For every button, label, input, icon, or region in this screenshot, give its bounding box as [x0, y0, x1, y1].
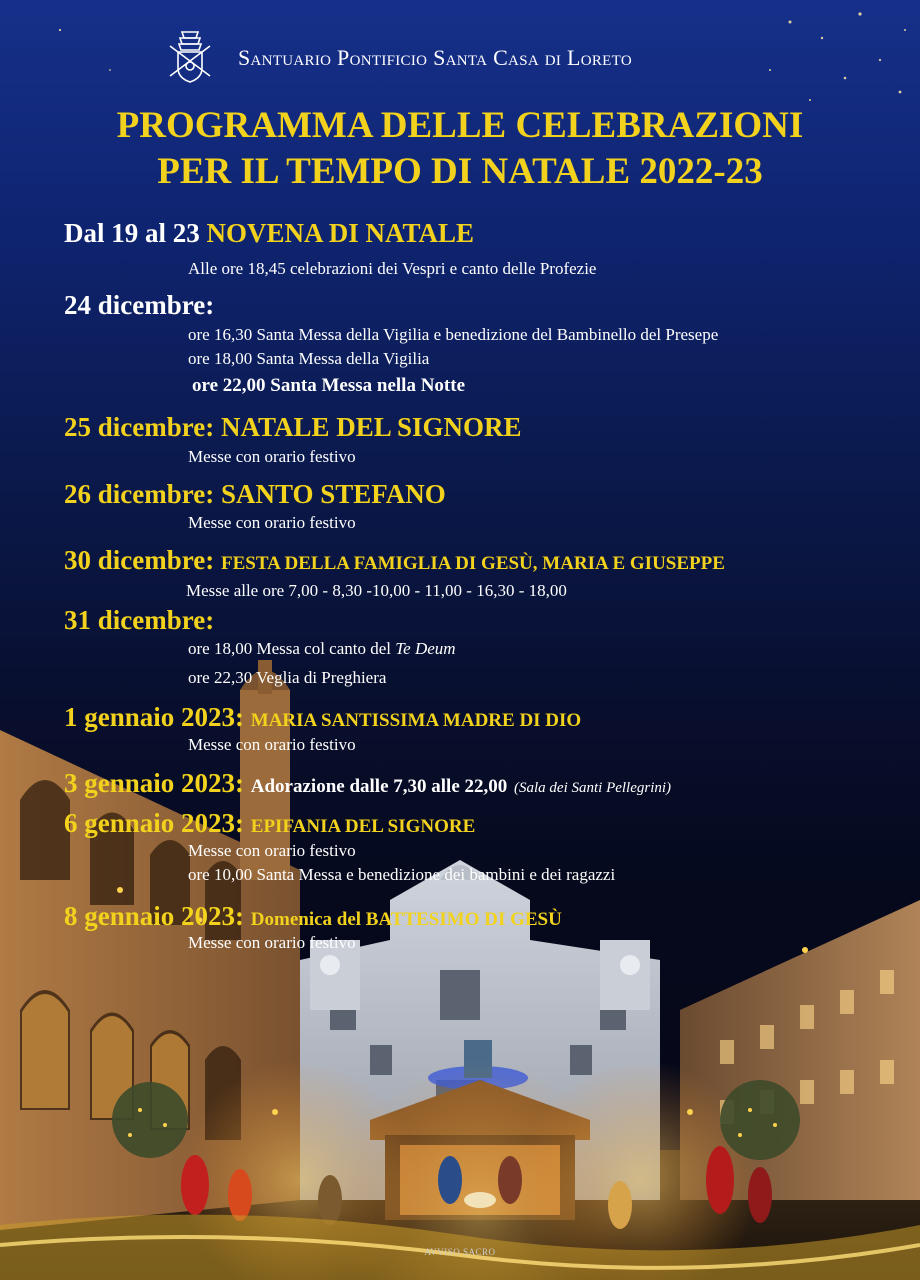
- jan6-detail-2: ore 10,00 Santa Messa e benedizione dei bambini e dei ragazzi: [188, 865, 616, 884]
- dec26-date: 26 dicembre:: [64, 479, 215, 509]
- jan6-name: EPIFANIA DEL SIGNORE: [250, 816, 476, 837]
- header: [160, 28, 632, 88]
- dec30-name: FESTA DELLA FAMIGLIA DI GESÙ, MARIA E GIUSEPPE: [220, 553, 725, 574]
- jan6-date: 6 gennaio 2023:: [64, 808, 245, 838]
- dec26-heading: [64, 477, 446, 511]
- dec31-line-1: [188, 638, 456, 660]
- jan6-detail-1: Messe con orario festivo: [188, 841, 356, 860]
- jan3-date: 3 gennaio 2023:: [64, 768, 245, 798]
- jan3-place: (Sala dei Santi Pellegrini): [514, 780, 672, 796]
- dec25-heading: [64, 410, 522, 444]
- jan1-heading: [64, 700, 581, 738]
- dec25-name: NATALE DEL SIGNORE: [220, 412, 522, 442]
- jan1-date: 1 gennaio 2023:: [64, 702, 245, 732]
- novena-detail: Alle ore 18,45 celebrazioni dei Vespri e canto delle Profezie: [188, 259, 597, 278]
- sanctuary-name: Santuario Pontificio Santa Casa di Loreto: [238, 45, 632, 70]
- dec30-heading: [64, 543, 725, 581]
- jan8-date: 8 gennaio 2023:: [64, 901, 245, 931]
- dec30-date: 30 dicembre:: [64, 545, 215, 575]
- footer-notice: AVVISO SACRO: [424, 1247, 496, 1257]
- dec25-date: 25 dicembre:: [64, 412, 215, 442]
- dec31-line-1-text: ore 18,00 Messa col canto del: [188, 639, 391, 658]
- dec24-line-1: ore 16,30 Santa Messa della Vigilia e benedizione del Bambinello del Presepe: [188, 325, 719, 344]
- dec26-detail: Messe con orario festivo: [188, 513, 356, 532]
- jan1-detail: Messe con orario festivo: [188, 735, 356, 754]
- jan3-name: Adorazione dalle 7,30 alle 22,00: [250, 776, 508, 797]
- jan8-name: Domenica del BATTESIMO DI GESÙ: [250, 909, 562, 930]
- jan1-name: MARIA SANTISSIMA MADRE DI DIO: [250, 710, 582, 731]
- dec26-name: SANTO STEFANO: [220, 479, 446, 509]
- novena-heading: [64, 216, 474, 250]
- dec24-date: 24 dicembre:: [64, 290, 215, 320]
- papal-coat-of-arms-icon: [160, 28, 220, 88]
- jan8-detail: Messe con orario festivo: [188, 933, 356, 952]
- dec31-date: 31 dicembre:: [64, 605, 215, 635]
- novena-date: Dal 19 al 23: [64, 218, 200, 248]
- dec25-detail: Messe con orario festivo: [188, 447, 356, 466]
- novena-name: NOVENA DI NATALE: [206, 218, 475, 248]
- te-deum: Te Deum: [395, 639, 456, 658]
- title-line-2: PER IL TEMPO DI NATALE 2022-23: [157, 151, 763, 192]
- jan3-heading: [64, 766, 671, 805]
- dec24-line-2: ore 18,00 Santa Messa della Vigilia: [188, 349, 430, 368]
- title-line-1: PROGRAMMA DELLE CELEBRAZIONI: [116, 105, 804, 146]
- dec24-line-3: ore 22,00 Santa Messa nella Notte: [192, 375, 466, 396]
- dec31-line-2: ore 22,30 Veglia di Preghiera: [188, 668, 387, 687]
- jan6-heading: [64, 806, 475, 844]
- dec30-detail: Messe alle ore 7,00 - 8,30 -10,00 - 11,00 - 16,30 - 18,00: [186, 581, 567, 600]
